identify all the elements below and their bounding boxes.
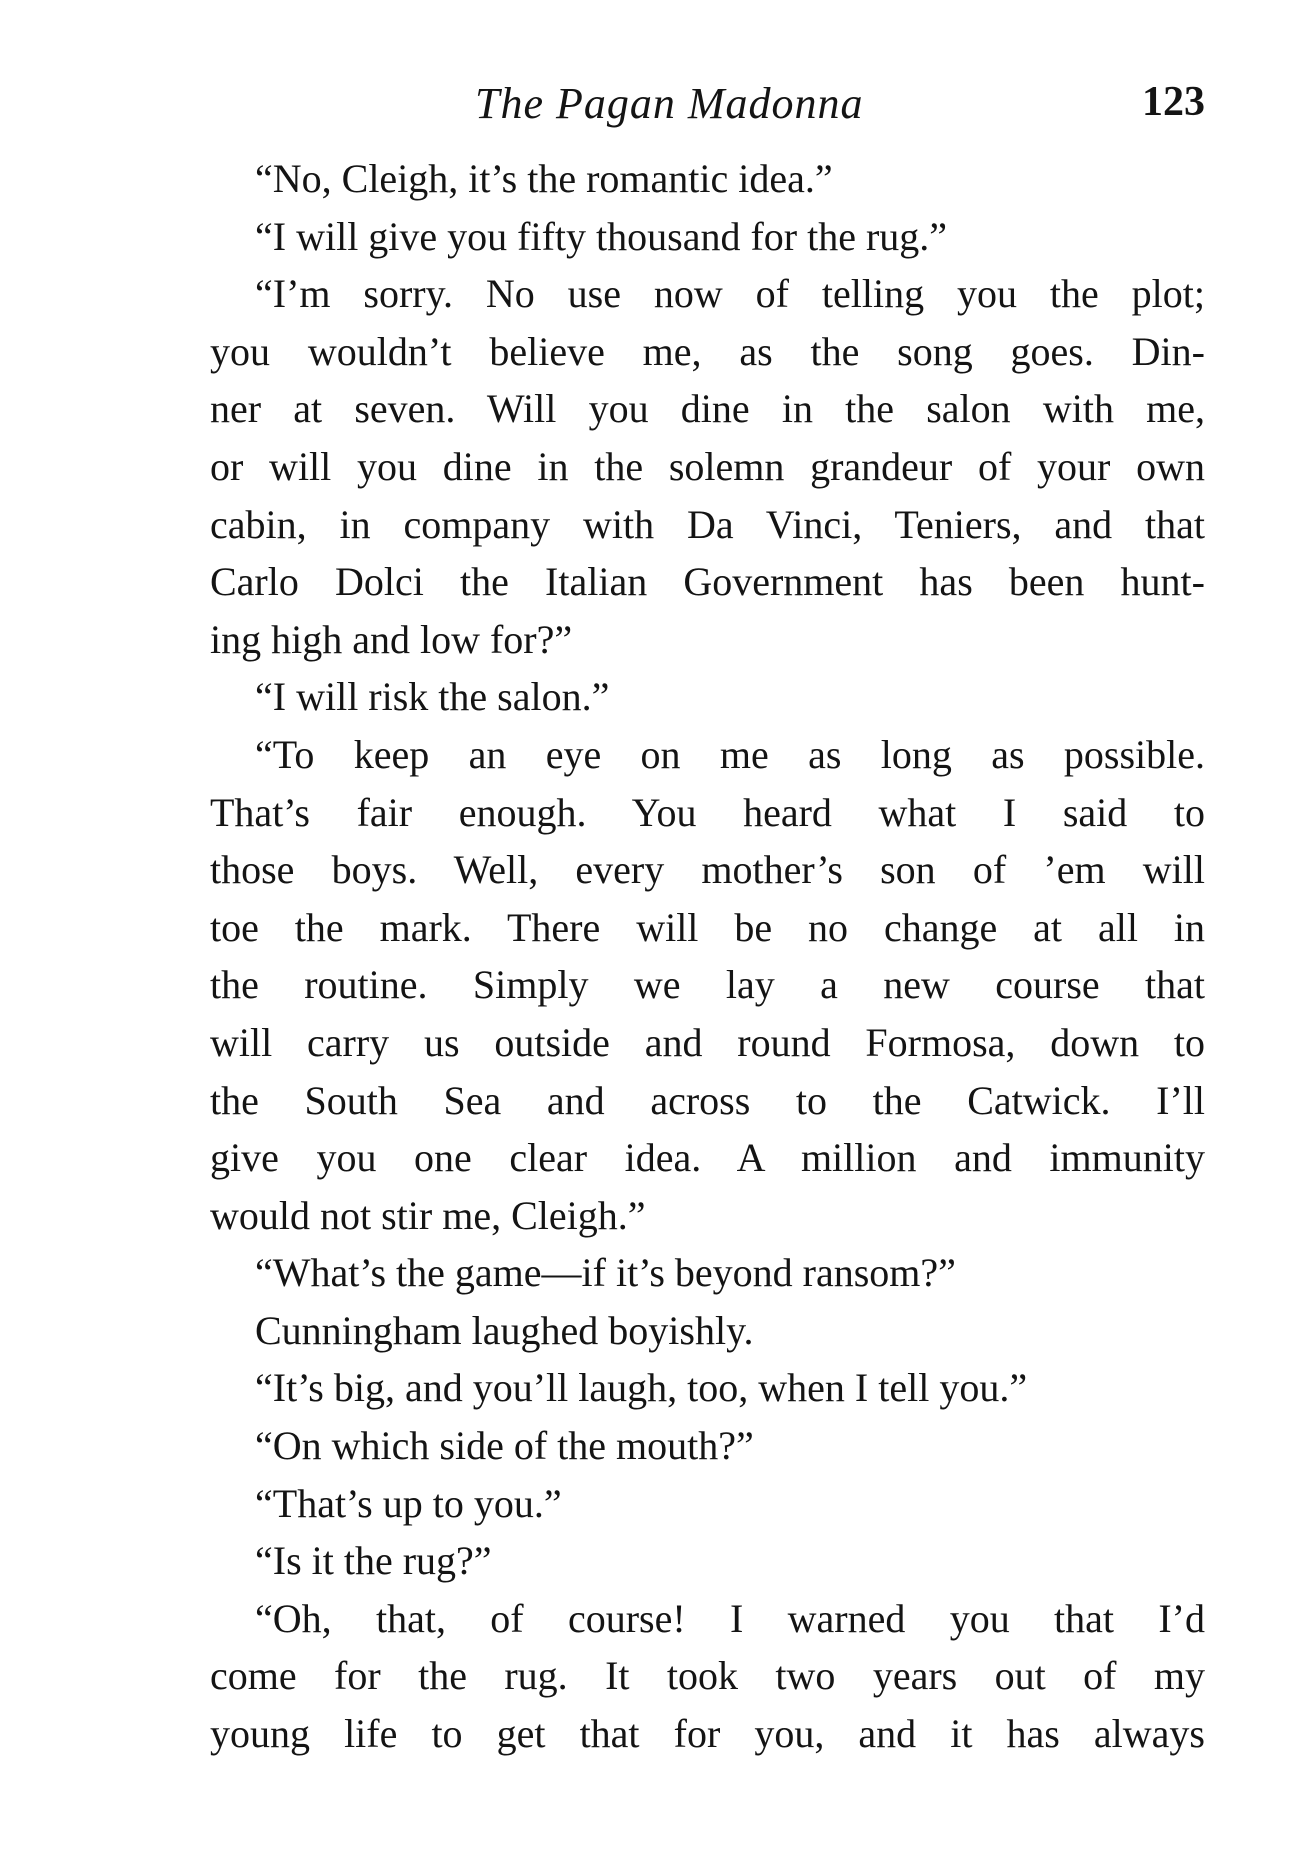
text-line: “Is it the rug?” (255, 1538, 492, 1584)
text-line: ner at seven. Will you dine in the salon with me, (210, 386, 1205, 432)
text-line: “To keep an eye on me as long as possible. (255, 731, 1205, 777)
running-title: The Pagan Madonna (475, 79, 864, 128)
text-line: “No, Cleigh, it’s the romantic idea.” (255, 156, 833, 201)
text-line: come for the rug. It took two years out of my (210, 1653, 1205, 1699)
text-line: ing high and low for?” (210, 616, 573, 662)
text-line: you wouldn’t believe me, as the song goes. Din- (210, 328, 1205, 374)
text-line: “That’s up to you.” (255, 1480, 562, 1526)
text-line: those boys. Well, every mother’s son of ’em will (210, 847, 1205, 893)
text-line: “I will risk the salon.” (255, 674, 610, 720)
text-line: “It’s big, and you’ll laugh, too, when I tell you.” (255, 1365, 1028, 1411)
text-line: or will you dine in the solemn grandeur of your own (210, 443, 1205, 489)
page-header (210, 68, 1205, 132)
text-line: Cunningham laughed boyishly. (255, 1307, 754, 1353)
text-line: would not stir me, Cleigh.” (210, 1192, 646, 1238)
body-text (210, 150, 1205, 1763)
text-line: the South Sea and across to the Catwick. I’ll (210, 1077, 1205, 1123)
text-line: Carlo Dolci the Italian Government has been hunt- (210, 559, 1205, 605)
text-line: “On which side of the mouth?” (255, 1423, 754, 1469)
text-line: “I will give you fifty thousand for the rug.” (255, 213, 948, 259)
text-line: the routine. Simply we lay a new course that (210, 962, 1205, 1008)
text-line: “Oh, that, of course! I warned you that I’d (255, 1595, 1205, 1641)
text-line: “I’m sorry. No use now of telling you the plot; (255, 271, 1205, 317)
text-line: young life to get that for you, and it has always (210, 1711, 1205, 1757)
text-line: will carry us outside and round Formosa, down to (210, 1019, 1205, 1065)
page-number: 123 (1142, 79, 1205, 125)
text-line: give you one clear idea. A million and immunity (210, 1135, 1205, 1181)
text-line: cabin, in company with Da Vinci, Teniers, and that (210, 501, 1205, 547)
text-line: That’s fair enough. You heard what I said to (210, 789, 1205, 835)
text-line: toe the mark. There will be no change at all in (210, 904, 1205, 950)
text-line: “What’s the game—if it’s beyond ransom?” (255, 1250, 956, 1296)
